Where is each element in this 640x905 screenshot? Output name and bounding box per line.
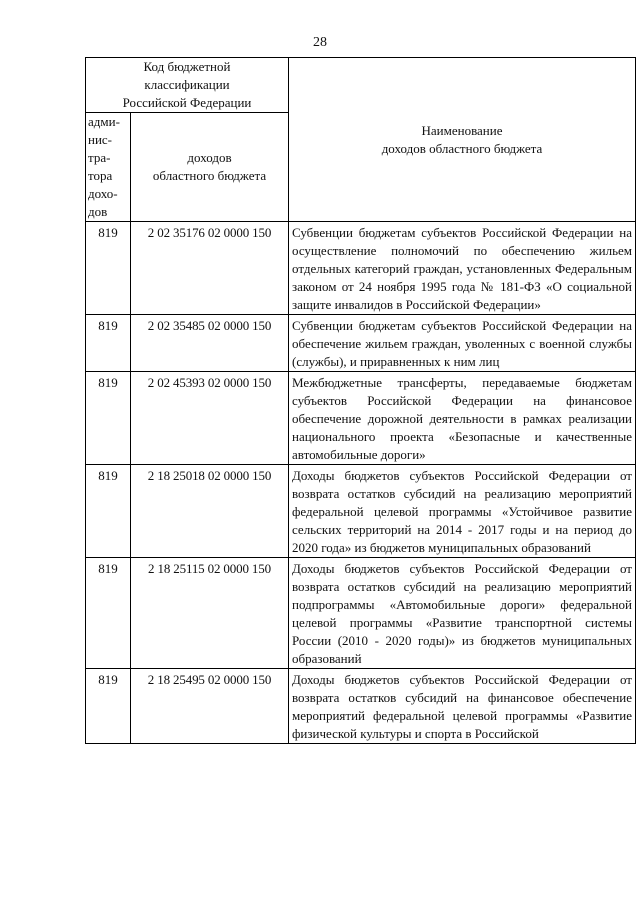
admin-code-cell: 819 bbox=[86, 558, 131, 669]
budget-income-table bbox=[85, 57, 636, 744]
income-name-cell: Межбюджетные трансферты, передаваемые бюджетам субъектов Российской Федерации на финансовое обеспечение дорожной деятельности в рамках реализации национального проекта «Безопасные и качественные автомобильные дороги» bbox=[289, 372, 636, 465]
income-header-line: областного бюджета bbox=[152, 168, 267, 183]
kbk-header-line: классификации bbox=[144, 77, 230, 92]
income-column-header bbox=[131, 113, 289, 222]
income-name-cell: Субвенции бюджетам субъектов Российской Федерации на обеспечение жильем граждан, уволенных с военной службы (службы), и приравненных к ним лиц bbox=[289, 315, 636, 372]
admin-header-line: адми- bbox=[88, 114, 120, 129]
admin-header-line: тра- bbox=[88, 150, 111, 165]
admin-header-line: дохо- bbox=[88, 186, 118, 201]
name-header-line: Наименование bbox=[421, 122, 503, 138]
income-code-cell: 2 02 35176 02 0000 150 bbox=[131, 222, 289, 315]
table-row bbox=[86, 669, 636, 744]
income-header-line: доходов bbox=[187, 150, 232, 165]
income-code-cell: 2 18 25018 02 0000 150 bbox=[131, 465, 289, 558]
income-code-cell: 2 02 35485 02 0000 150 bbox=[131, 315, 289, 372]
admin-header-line: нис- bbox=[88, 132, 113, 147]
income-name-cell: Доходы бюджетов субъектов Российской Федерации от возврата остатков субсидий на реализацию мероприятий федеральной целевой программы «Устойчивое развитие сельских территорий на 2014 - 2017 годы и на период до 2020 года» из бюджетов муниципальных образований bbox=[289, 465, 636, 558]
income-name-cell: Субвенции бюджетам субъектов Российской Федерации на осуществление полномочий по обеспечению жильем отдельных категорий граждан, установленных Федеральным законом от 24 ноября 1995 года № 181-ФЗ «О социальной защите инвалидов в Российской Федерации» bbox=[289, 222, 636, 315]
admin-code-cell: 819 bbox=[86, 222, 131, 315]
income-code-cell: 2 02 45393 02 0000 150 bbox=[131, 372, 289, 465]
kbk-header-line: Код бюджетной bbox=[143, 59, 231, 74]
admin-code-cell: 819 bbox=[86, 669, 131, 744]
admin-code-cell: 819 bbox=[86, 465, 131, 558]
admin-column-header bbox=[86, 113, 131, 222]
table-row bbox=[86, 372, 636, 465]
header-row-top bbox=[86, 58, 636, 113]
income-code-cell: 2 18 25495 02 0000 150 bbox=[131, 669, 289, 744]
admin-code-cell: 819 bbox=[86, 315, 131, 372]
table-row bbox=[86, 558, 636, 669]
table-row bbox=[86, 222, 636, 315]
admin-header-line: тора bbox=[88, 168, 113, 183]
page-number: 28 bbox=[313, 35, 327, 50]
table-row bbox=[86, 465, 636, 558]
kbk-group-header bbox=[86, 58, 289, 113]
kbk-header-line: Российской Федерации bbox=[122, 95, 252, 110]
name-header-line: доходов областного бюджета bbox=[381, 140, 543, 156]
income-name-cell: Доходы бюджетов субъектов Российской Федерации от возврата остатков субсидий на реализацию мероприятий подпрограммы «Автомобильные дороги» федеральной целевой программы «Развитие транспортной системы России (2010 - 2020 годы)» из бюджетов муниципальных образований bbox=[289, 558, 636, 669]
admin-header-line: дов bbox=[88, 204, 108, 219]
admin-code-cell: 819 bbox=[86, 372, 131, 465]
income-code-cell: 2 18 25115 02 0000 150 bbox=[131, 558, 289, 669]
name-column-header bbox=[289, 58, 636, 222]
income-name-cell: Доходы бюджетов субъектов Российской Федерации от возврата остатков субсидий на финансовое обеспечение мероприятий федеральной целевой программы «Развитие физической культуры и спорта в Российской bbox=[289, 669, 636, 744]
table-row bbox=[86, 315, 636, 372]
